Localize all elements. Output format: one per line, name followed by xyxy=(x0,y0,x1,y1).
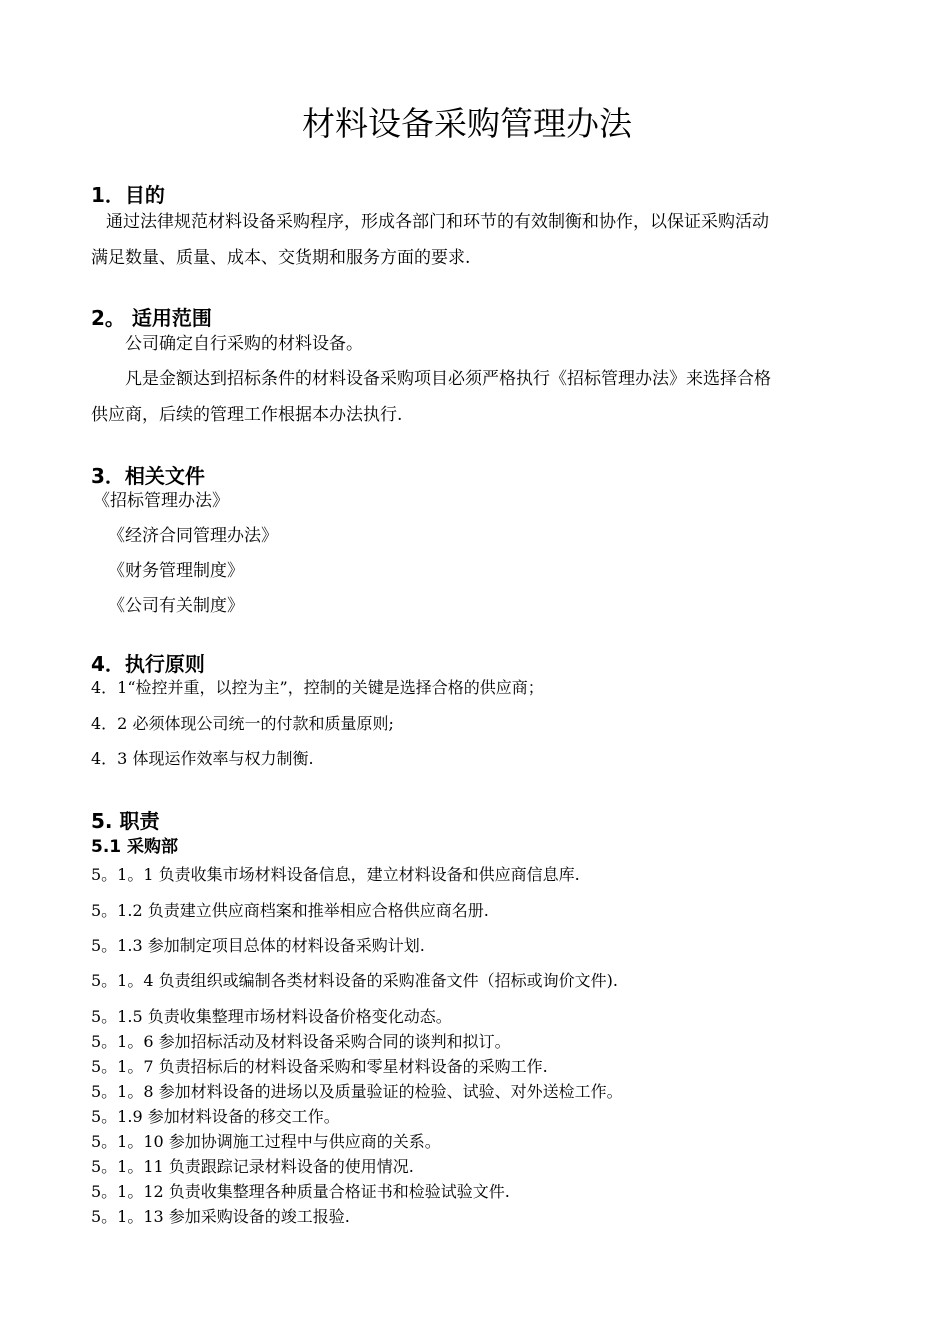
duty-item: 5。1.5 负责收集整理市场材料设备价格变化动态。 xyxy=(91,1007,452,1026)
duty-item: 5。1。13 参加采购设备的竣工报验. xyxy=(91,1207,350,1226)
duty-item: 5。1。12 负责收集整理各种质量合格证书和检验试验文件. xyxy=(91,1182,510,1201)
duty-item: 5。1.3 参加制定项目总体的材料设备采购计划. xyxy=(91,936,425,955)
section-2-paragraph-1: 公司确定自行采购的材料设备。 xyxy=(125,334,363,354)
duty-item: 5。1。6 参加招标活动及材料设备采购合同的谈判和拟订。 xyxy=(91,1032,511,1051)
duty-item: 5。1.2 负责建立供应商档案和推举相应合格供应商名册. xyxy=(91,901,489,920)
principle-item: 4．2 必须体现公司统一的付款和质量原则; xyxy=(91,714,394,733)
principle-item: 4．1“检控并重，以控为主”，控制的关键是选择合格的供应商； xyxy=(91,678,544,697)
duty-item: 5。1。7 负责招标后的材料设备采购和零星材料设备的采购工作. xyxy=(91,1057,548,1076)
section-2-heading: 2。 适用范围 xyxy=(91,306,212,330)
principle-item: 4．3 体现运作效率与权力制衡. xyxy=(91,749,314,768)
section-1-paragraph-line-2: 满足数量、质量、成本、交货期和服务方面的要求. xyxy=(91,248,471,268)
section-2-paragraph-2-line-1: 凡是金额达到招标条件的材料设备采购项目必须严格执行《招标管理办法》来选择合格 xyxy=(125,369,771,389)
section-2-paragraph-2-line-2: 供应商，后续的管理工作根据本办法执行. xyxy=(91,405,403,425)
related-document-item: 《经济合同管理办法》 xyxy=(108,526,278,546)
section-4-heading: 4．执行原则 xyxy=(91,652,205,676)
duty-item: 5。1。1 负责收集市场材料设备信息，建立材料设备和供应商信息库. xyxy=(91,865,580,884)
duty-item: 5。1。4 负责组织或编制各类材料设备的采购准备文件（招标或询价文件). xyxy=(91,971,618,990)
section-1-heading: 1．目的 xyxy=(91,183,165,207)
section-5-heading: 5. 职责 xyxy=(91,809,160,833)
section-5-1-heading: 5.1 采购部 xyxy=(91,837,179,857)
related-document-item: 《招标管理办法》 xyxy=(93,491,229,511)
duty-item: 5。1.9 参加材料设备的移交工作。 xyxy=(91,1107,340,1126)
section-1-paragraph-line-1: 通过法律规范材料设备采购程序，形成各部门和环节的有效制衡和协作，以保证采购活动 xyxy=(106,212,769,232)
document-title: 材料设备采购管理办法 xyxy=(302,104,632,143)
related-document-item: 《公司有关制度》 xyxy=(108,596,244,616)
duty-item: 5。1。10 参加协调施工过程中与供应商的关系。 xyxy=(91,1132,441,1151)
duty-item: 5。1。8 参加材料设备的进场以及质量验证的检验、试验、对外送检工作。 xyxy=(91,1082,623,1101)
related-document-item: 《财务管理制度》 xyxy=(108,561,244,581)
section-3-heading: 3．相关文件 xyxy=(91,464,205,488)
duty-item: 5。1。11 负责跟踪记录材料设备的使用情况. xyxy=(91,1157,414,1176)
